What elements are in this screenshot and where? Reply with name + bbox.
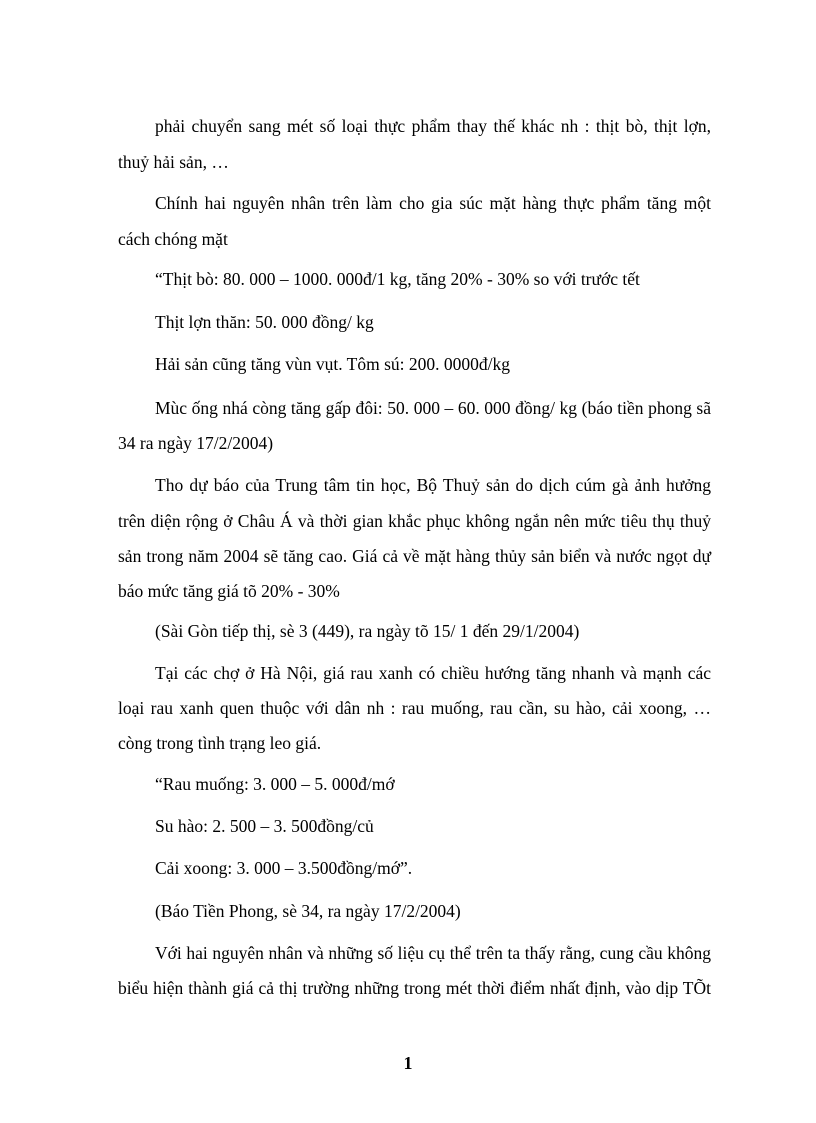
quote-line: Thịt lợn thăn: 50. 000 đồng/ kg <box>155 312 374 332</box>
quote-line: “Thịt bò: 80. 000 – 1000. 000đ/1 kg, tăng 20% - 30% so với trước tết <box>155 269 640 289</box>
paragraph-line: trên diện rộng ở Châu Á và thời gian khắc phục không ngắn nên mức tiêu thụ thuỷ <box>118 511 711 531</box>
paragraph-line: cách chóng mặt <box>118 229 228 249</box>
page-number: 1 <box>403 1053 413 1073</box>
source-citation: (Sài Gòn tiếp thị, sè 3 (449), ra ngày tõ 15/ 1 đến 29/1/2004) <box>155 621 580 641</box>
paragraph-line: báo mức tăng giá tõ 20% - 30% <box>118 581 340 601</box>
paragraph-line: Chính hai nguyên nhân trên làm cho gia súc mặt hàng thực phẩm tăng một <box>155 193 711 213</box>
paragraph-line: phải chuyển sang mét số loại thực phẩm thay thế khác nh : thịt bò, thịt lợn, <box>155 116 711 136</box>
quote-line: Cải xoong: 3. 000 – 3.500đồng/mớ”. <box>155 858 413 878</box>
paragraph-line: loại rau xanh quen thuộc với dân nh : rau muống, rau cần, su hào, cải xoong, … <box>118 698 711 718</box>
quote-line: Hải sản cũng tăng vùn vụt. Tôm sú: 200. 0000đ/kg <box>155 354 510 374</box>
quote-line: Su hào: 2. 500 – 3. 500đồng/củ <box>155 816 374 836</box>
paragraph-line: Với hai nguyên nhân và những số liệu cụ thể trên ta thấy rằng, cung cầu không <box>155 943 711 963</box>
paragraph-line: thuỷ hải sản, … <box>118 152 229 172</box>
paragraph-line: Tho dự báo của Trung tâm tin học, Bộ Thuỷ sản do dịch cúm gà ảnh hưởng <box>155 475 711 495</box>
quote-line: 34 ra ngày 17/2/2004) <box>118 433 274 453</box>
paragraph-line: biểu hiện thành giá cả thị trường những trong mét thời điểm nhất định, vào dịp TÕt <box>118 978 711 998</box>
quote-line: “Rau muống: 3. 000 – 5. 000đ/mớ <box>155 774 395 794</box>
paragraph-line: sản trong năm 2004 sẽ tăng cao. Giá cả về mặt hàng thủy sản biển và nước ngọt dự <box>118 546 711 566</box>
source-citation: (Báo Tiền Phong, sè 34, ra ngày 17/2/2004) <box>155 901 461 921</box>
paragraph-line: Tại các chợ ở Hà Nội, giá rau xanh có chiều hướng tăng nhanh và mạnh các <box>155 663 711 683</box>
quote-line: Mùc ống nhá còng tăng gấp đôi: 50. 000 – 60. 000 đồng/ kg (báo tiền phong sã <box>155 398 711 418</box>
paragraph-line: còng trong tình trạng leo giá. <box>118 733 322 753</box>
